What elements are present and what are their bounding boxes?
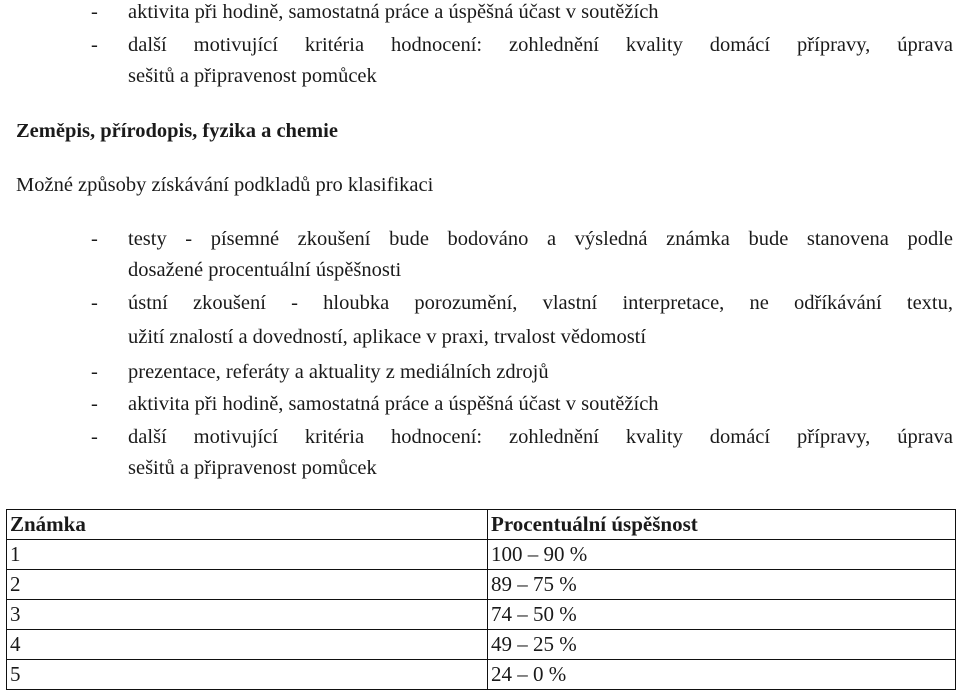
list-item-text: další motivující kritéria hodnocení: zohlednění kvality domácí přípravy, úprava: [128, 34, 953, 56]
table-cell-grade: 3: [7, 600, 488, 630]
list-dash: -: [91, 34, 98, 56]
list-dash: -: [91, 426, 98, 448]
table-cell-percent: 49 – 25 %: [488, 630, 956, 660]
list-dash: -: [91, 1, 98, 23]
list-item-text-cont: sešitů a připravenost pomůcek: [128, 457, 377, 479]
list-dash: -: [91, 228, 98, 250]
list-item-text: testy - písemné zkoušení bude bodováno a výsledná známka bude stanovena podle: [128, 228, 953, 250]
table-header-row: [7, 510, 956, 540]
list-item-text: aktivita při hodině, samostatná práce a úspěšná účast v soutěžích: [128, 393, 659, 415]
grade-table: [6, 509, 956, 690]
list-item-text-cont: užití znalostí a dovedností, aplikace v praxi, trvalost vědomostí: [128, 326, 647, 348]
list-dash: -: [91, 393, 98, 415]
table-cell-grade: 4: [7, 630, 488, 660]
list-item-text: prezentace, referáty a aktuality z mediálních zdrojů: [128, 361, 549, 383]
table-row: [7, 570, 956, 600]
section-title: Zeměpis, přírodopis, fyzika a chemie: [16, 120, 338, 142]
table-cell-percent: 89 – 75 %: [488, 570, 956, 600]
table-header-percent: Procentuální úspěšnost: [488, 510, 956, 540]
list-item-text: další motivující kritéria hodnocení: zohlednění kvality domácí přípravy, úprava: [128, 426, 953, 448]
table-row: [7, 630, 956, 660]
table-row: [7, 600, 956, 630]
table-cell-percent: 24 – 0 %: [488, 660, 956, 690]
table-row: [7, 660, 956, 690]
table-cell-percent: 74 – 50 %: [488, 600, 956, 630]
list-dash: -: [91, 361, 98, 383]
list-item-text: aktivita při hodině, samostatná práce a úspěšná účast v soutěžích: [128, 1, 659, 23]
list-item-text-cont: sešitů a připravenost pomůcek: [128, 65, 377, 87]
list-item-text: ústní zkoušení - hloubka porozumění, vlastní interpretace, ne odříkávání textu,: [128, 292, 953, 314]
table-cell-grade: 5: [7, 660, 488, 690]
table-cell-grade: 2: [7, 570, 488, 600]
table-cell-percent: 100 – 90 %: [488, 540, 956, 570]
list-item-text-cont: dosažené procentuální úspěšnosti: [128, 259, 402, 281]
list-dash: -: [91, 292, 98, 314]
table-row: [7, 540, 956, 570]
subheading: Možné způsoby získávání podkladů pro klasifikaci: [16, 174, 434, 196]
table-cell-grade: 1: [7, 540, 488, 570]
table-header-grade: Známka: [7, 510, 488, 540]
